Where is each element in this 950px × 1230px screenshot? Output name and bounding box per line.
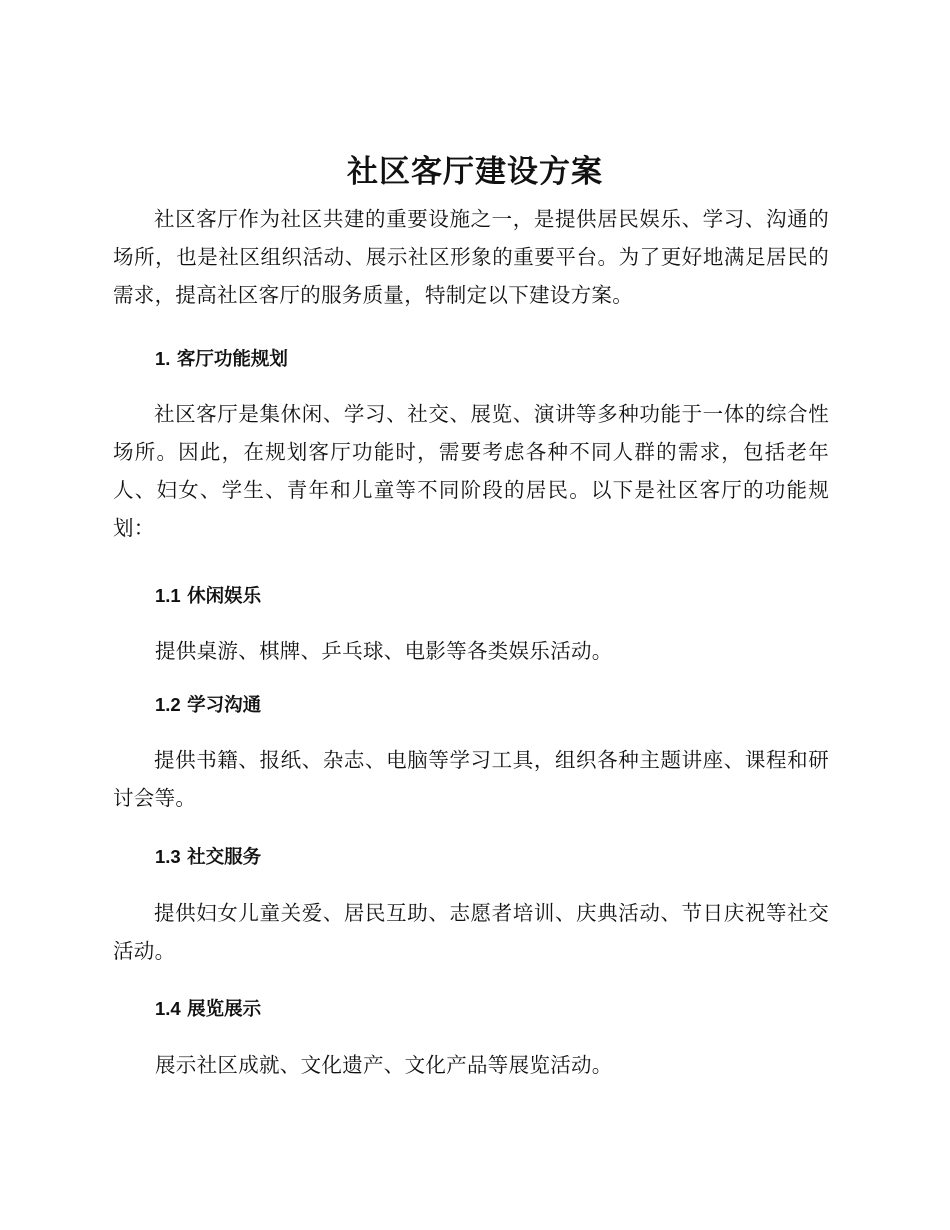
section-title: 客厅功能规划 [176, 349, 288, 370]
subsection-number: 1.1 [155, 585, 181, 606]
subsection-heading-1-1 [155, 581, 261, 612]
subsection-title: 展览展示 [187, 999, 262, 1020]
subsection-title: 休闲娱乐 [187, 586, 262, 607]
subsection-title: 学习沟通 [187, 695, 262, 716]
subsection-1-1-paragraph: 提供桌游、棋牌、乒乓球、电影等各类娱乐活动。 [155, 639, 613, 663]
subsection-1-4-paragraph: 展示社区成就、文化遗产、文化产品等展览活动。 [155, 1053, 613, 1077]
subsection-number: 1.2 [155, 694, 181, 715]
section-1-paragraph: 社区客厅是集休闲、学习、社交、展览、演讲等多种功能于一体的综合性场所。因此，在规划客厅功能时，需要考虑各种不同人群的需求，包括老年人、妇女、学生、青年和儿童等不同阶段的居民。以下是社区客厅的功能规划： [113, 402, 829, 540]
document-title: 社区客厅建设方案 [347, 154, 603, 190]
section-number: 1. [155, 348, 171, 369]
section-heading-1 [155, 344, 288, 375]
subsection-number: 1.4 [155, 998, 181, 1019]
subsection-1-3-paragraph: 提供妇女儿童关爱、居民互助、志愿者培训、庆典活动、节日庆祝等社交活动。 [113, 901, 829, 963]
subsection-1-2-paragraph: 提供书籍、报纸、杂志、电脑等学习工具，组织各种主题讲座、课程和研讨会等。 [113, 748, 829, 810]
subsection-heading-1-2 [155, 690, 261, 721]
subsection-number: 1.3 [155, 846, 181, 867]
intro-paragraph: 社区客厅作为社区共建的重要设施之一，是提供居民娱乐、学习、沟通的场所，也是社区组织活动、展示社区形象的重要平台。为了更好地满足居民的需求，提高社区客厅的服务质量，特制定以下建设方案。 [113, 207, 829, 307]
subsection-heading-1-3 [155, 842, 261, 873]
subsection-title: 社交服务 [187, 847, 262, 868]
subsection-heading-1-4 [155, 994, 261, 1025]
